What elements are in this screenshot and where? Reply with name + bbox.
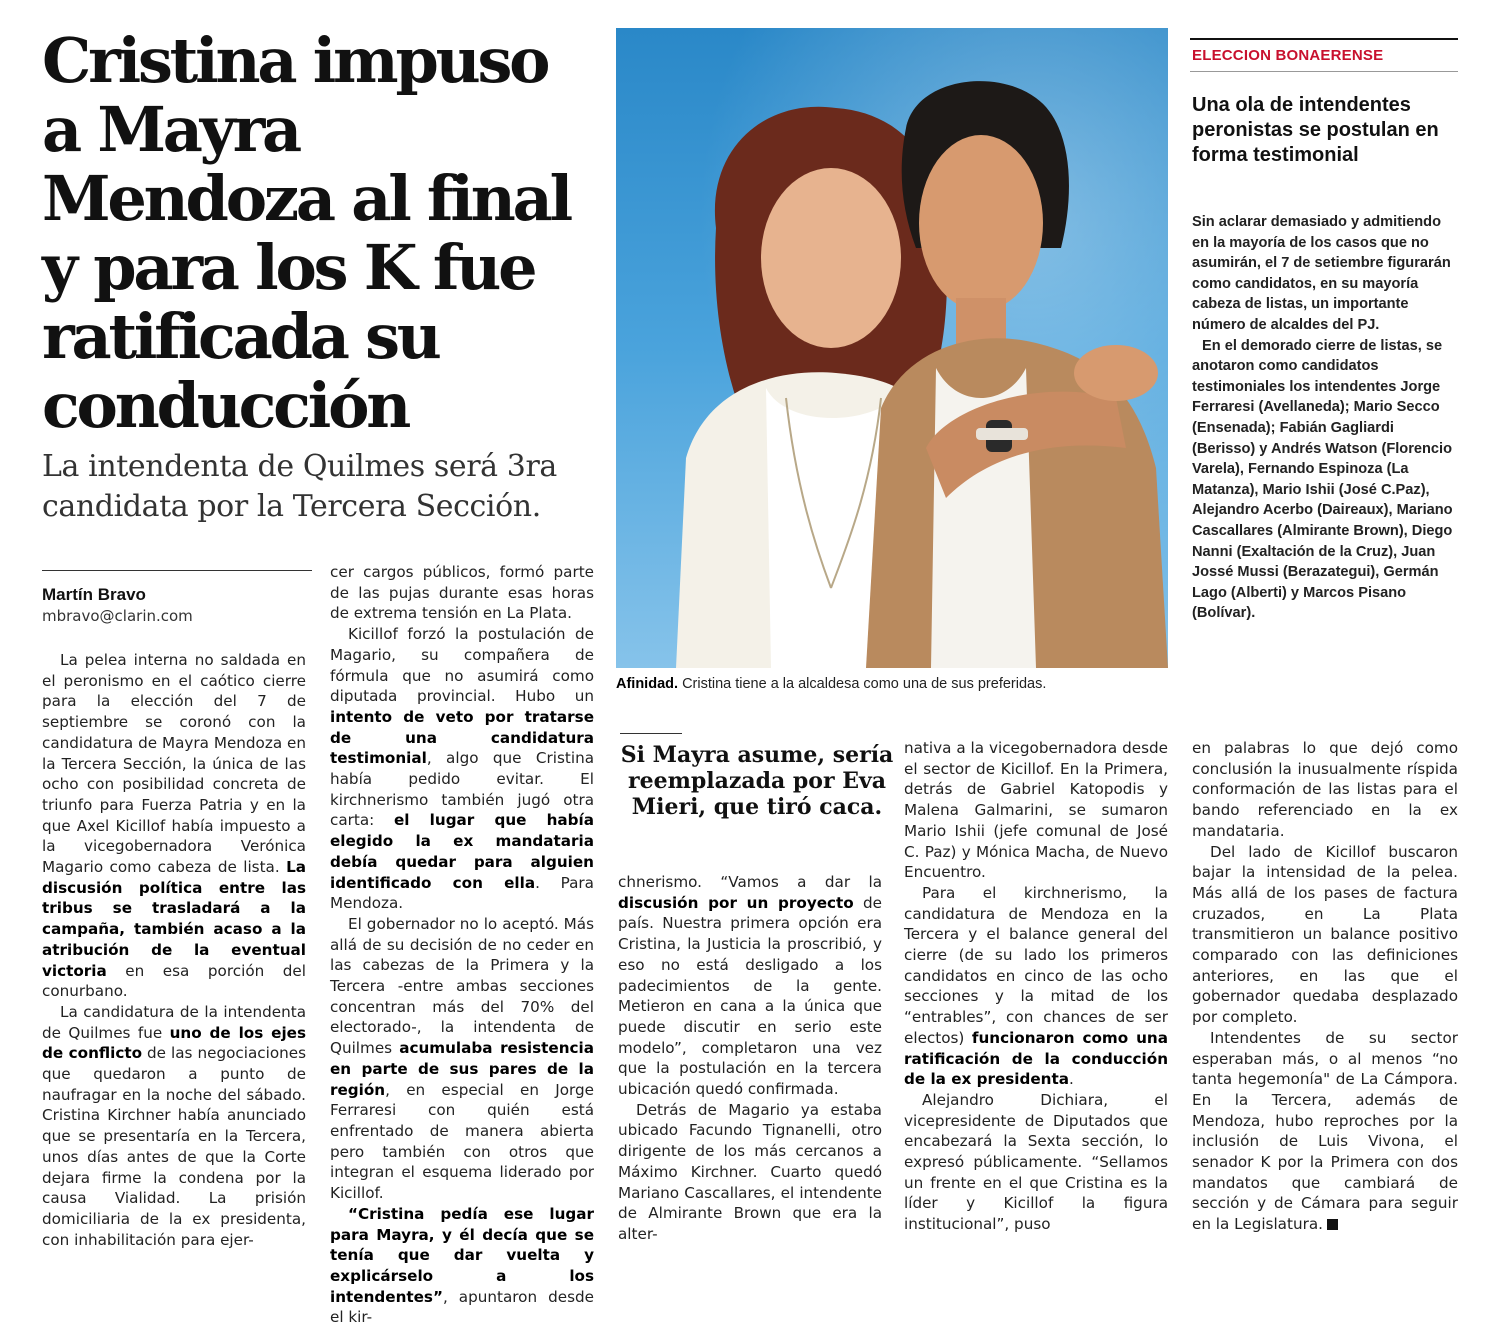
pullquote-divider	[620, 733, 682, 734]
sidebar-body	[1192, 212, 1458, 624]
paragraph: “Cristina pedía ese lugar para Mayra, y él decía que se tenía que dar vuelta y explicárselo a los intendentes”, apuntaron desde el kir-	[330, 1204, 594, 1327]
paragraph: en palabras lo que dejó como conclusión la inusualmente ríspida conformación de las listas para el bando referenciado en la ex mandataria.	[1192, 739, 1458, 840]
sidebar-tag-rule	[1190, 71, 1458, 72]
column-3	[618, 872, 882, 1245]
column-1	[42, 650, 306, 1250]
author-divider	[42, 570, 312, 571]
pull-quote: Si Mayra asume, sería reemplazada por Eva Mieri, que tiró caca.	[620, 742, 894, 820]
column-4	[904, 738, 1168, 1235]
headline: Cristina impuso a Mayra Mendoza al final y para los K fue ratificada su conducción	[42, 24, 570, 442]
paragraph: La candidatura de la intendenta de Quilmes fue uno de los ejes de conflicto de las negociaciones que quedaron a punto de naufragar en la noche del sábado. Cristina Kirchner había anunciado que se presentaría en la Tercera, unos días antes de que la Corte dejara firme la condena por la causa Vialidad. La prisión domiciliaria de la ex presidenta, con inhabilitación para ejer-	[42, 1002, 307, 1249]
paragraph: chnerismo. “Vamos a dar la discusión por un proyecto de país. Nuestra primera opción era Cristina, la Justicia la proscribió, y eso no está desligado a los padecimientos de la gente. Metieron en cana a la única que puede discutir en serio este modelo”, completaron una vez que la postulación en la tercera ubicación quedó confirmada.	[618, 873, 883, 1099]
sidebar-title: Una ola de intendentes peronistas se postulan en forma testimonial	[1192, 94, 1439, 166]
sidebar-top-rule	[1190, 38, 1458, 40]
byline-author: Martín Bravo	[42, 585, 146, 604]
paragraph: nativa a la vicegobernadora desde el sector de Kicillof. En la Primera, detrás de Gabriel Katopodis y Malena Galmarini, se sumaron Mario Ishii (jefe comunal de José C. Paz) y Mónica Macha, de Nuevo Encuentro.	[904, 739, 1168, 882]
photo-caption: Afinidad. Cristina tiene a la alcaldesa como una de sus preferidas.	[616, 676, 1047, 692]
byline-email[interactable]: mbravo@clarin.com	[42, 607, 193, 625]
paragraph: Kicillof forzó la postulación de Magario, su compañera de fórmula que no asumirá como diputada provincial. Hubo un intento de veto por tratarse de una candidatura testimonial, algo que Cristina había pedido evitar. El kirchnerismo también jugó otra carta: el lugar que había elegido la ex mandataria debía quedar para alguien identificado con ella. Para Mendoza.	[330, 625, 595, 913]
paragraph: cer cargos públicos, formó parte de las pujas durante esas horas de extrema tensión en La Plata.	[330, 563, 594, 623]
photo-illustration	[616, 28, 1168, 668]
column-5	[1192, 738, 1458, 1235]
subheadline: La intendenta de Quilmes será 3ra candidata por la Tercera Sección.	[42, 449, 557, 524]
section-tag: ELECCION BONAERENSE	[1192, 47, 1384, 64]
paragraph: Alejandro Dichiara, el vicepresidente de Diputados que encabezará la Sexta sección, lo expresó públicamente. “Sellamos un frente en el que Cristina es la líder y Kicillof la figura institucional”, puso	[904, 1090, 1168, 1234]
paragraph: Sin aclarar demasiado y admitiendo en la mayoría de los casos que no asumirán, el 7 de setiembre figurarán como candidatos, en su mayoría cabeza de listas, un importante número de alcaldes del PJ.	[1192, 214, 1451, 333]
paragraph: El gobernador no lo aceptó. Más allá de su decisión de no ceder en las cabezas de la Primera y la Tercera -entre ambas secciones concentran más del 70% del electorado-, la intendenta de Quilmes acumulaba resistencia en parte de sus pares de la región, en especial en Jorge Ferraresi con quién está enfrentado de manera abierta pero también con otros que integran el esquema liderado por Kicillof.	[330, 914, 594, 1203]
paragraph: Detrás de Magario ya estaba ubicado Facundo Tignanelli, otro dirigente de los más cercanos a Máximo Kirchner. Cuarto quedó Mariano Cascallares, el intendente de Almirante Brown que era la alter-	[618, 1100, 882, 1243]
paragraph: Intendentes de su sector esperaban más, o al menos “no tanta hegemonía" de La Cámpora. En la Tercera, además de Mendoza, hubo reproches por la inclusión de Luis Vivona, el senador K por la Primera con dos mandatos que cambiará de sección y de Cámara para seguir en la Legislatura.	[1192, 1028, 1458, 1234]
column-2	[330, 562, 594, 1328]
paragraph: Del lado de Kicillof buscaron bajar la intensidad de la pelea. Más allá de los pases de factura cruzados, en La Plata transmitieron un balance positivo comparado con las definiciones anteriores, en las que el gobernador quedaba desplazado por completo.	[1192, 842, 1458, 1027]
article-photo	[616, 28, 1168, 668]
end-square-icon	[1327, 1219, 1338, 1230]
paragraph: Para el kirchnerismo, la candidatura de Mendoza en la Tercera y el balance general del cierre (de su lado los primeros candidatos en cinco de las ocho secciones y la mitad de los “entrables”, con chances de ser electos) funcionaron como una ratificación de la conducción de la ex presidenta.	[904, 883, 1168, 1089]
paragraph: La pelea interna no saldada en el peronismo en el caótico cierre para la elección del 7 de septiembre se coronó con la candidatura de Mayra Mendoza en la Tercera Sección, la única de las ocho con posibilidad concreta de triunfo para Fuerza Patria y en la que Axel Kicillof había impuesto a la vicegobernadora Verónica Magario como cabeza de lista. La discusión política entre las tribus se trasladará a la campaña, también acaso a la atribución de la eventual victoria en esa porción del conurbano.	[42, 651, 306, 1001]
paragraph: En el demorado cierre de listas, se anotaron como candidatos testimoniales los intendentes Jorge Ferraresi (Avellaneda); Mario Secco (Ensenada); Fabián Gagliardi (Berisso) y Andrés Watson (Florencio Varela), Fernando Espinoza (La Matanza), Mario Ishii (José C.Paz), Alejandro Acerbo (Daireaux), Mariano Cascallares (Almirante Brown), Diego Nanni (Exaltación de la Cruz), Juan Jossé Mussi (Berazategui), Germán Lago (Alberti) y Marcos Pisano (Bolívar).	[1192, 337, 1453, 622]
